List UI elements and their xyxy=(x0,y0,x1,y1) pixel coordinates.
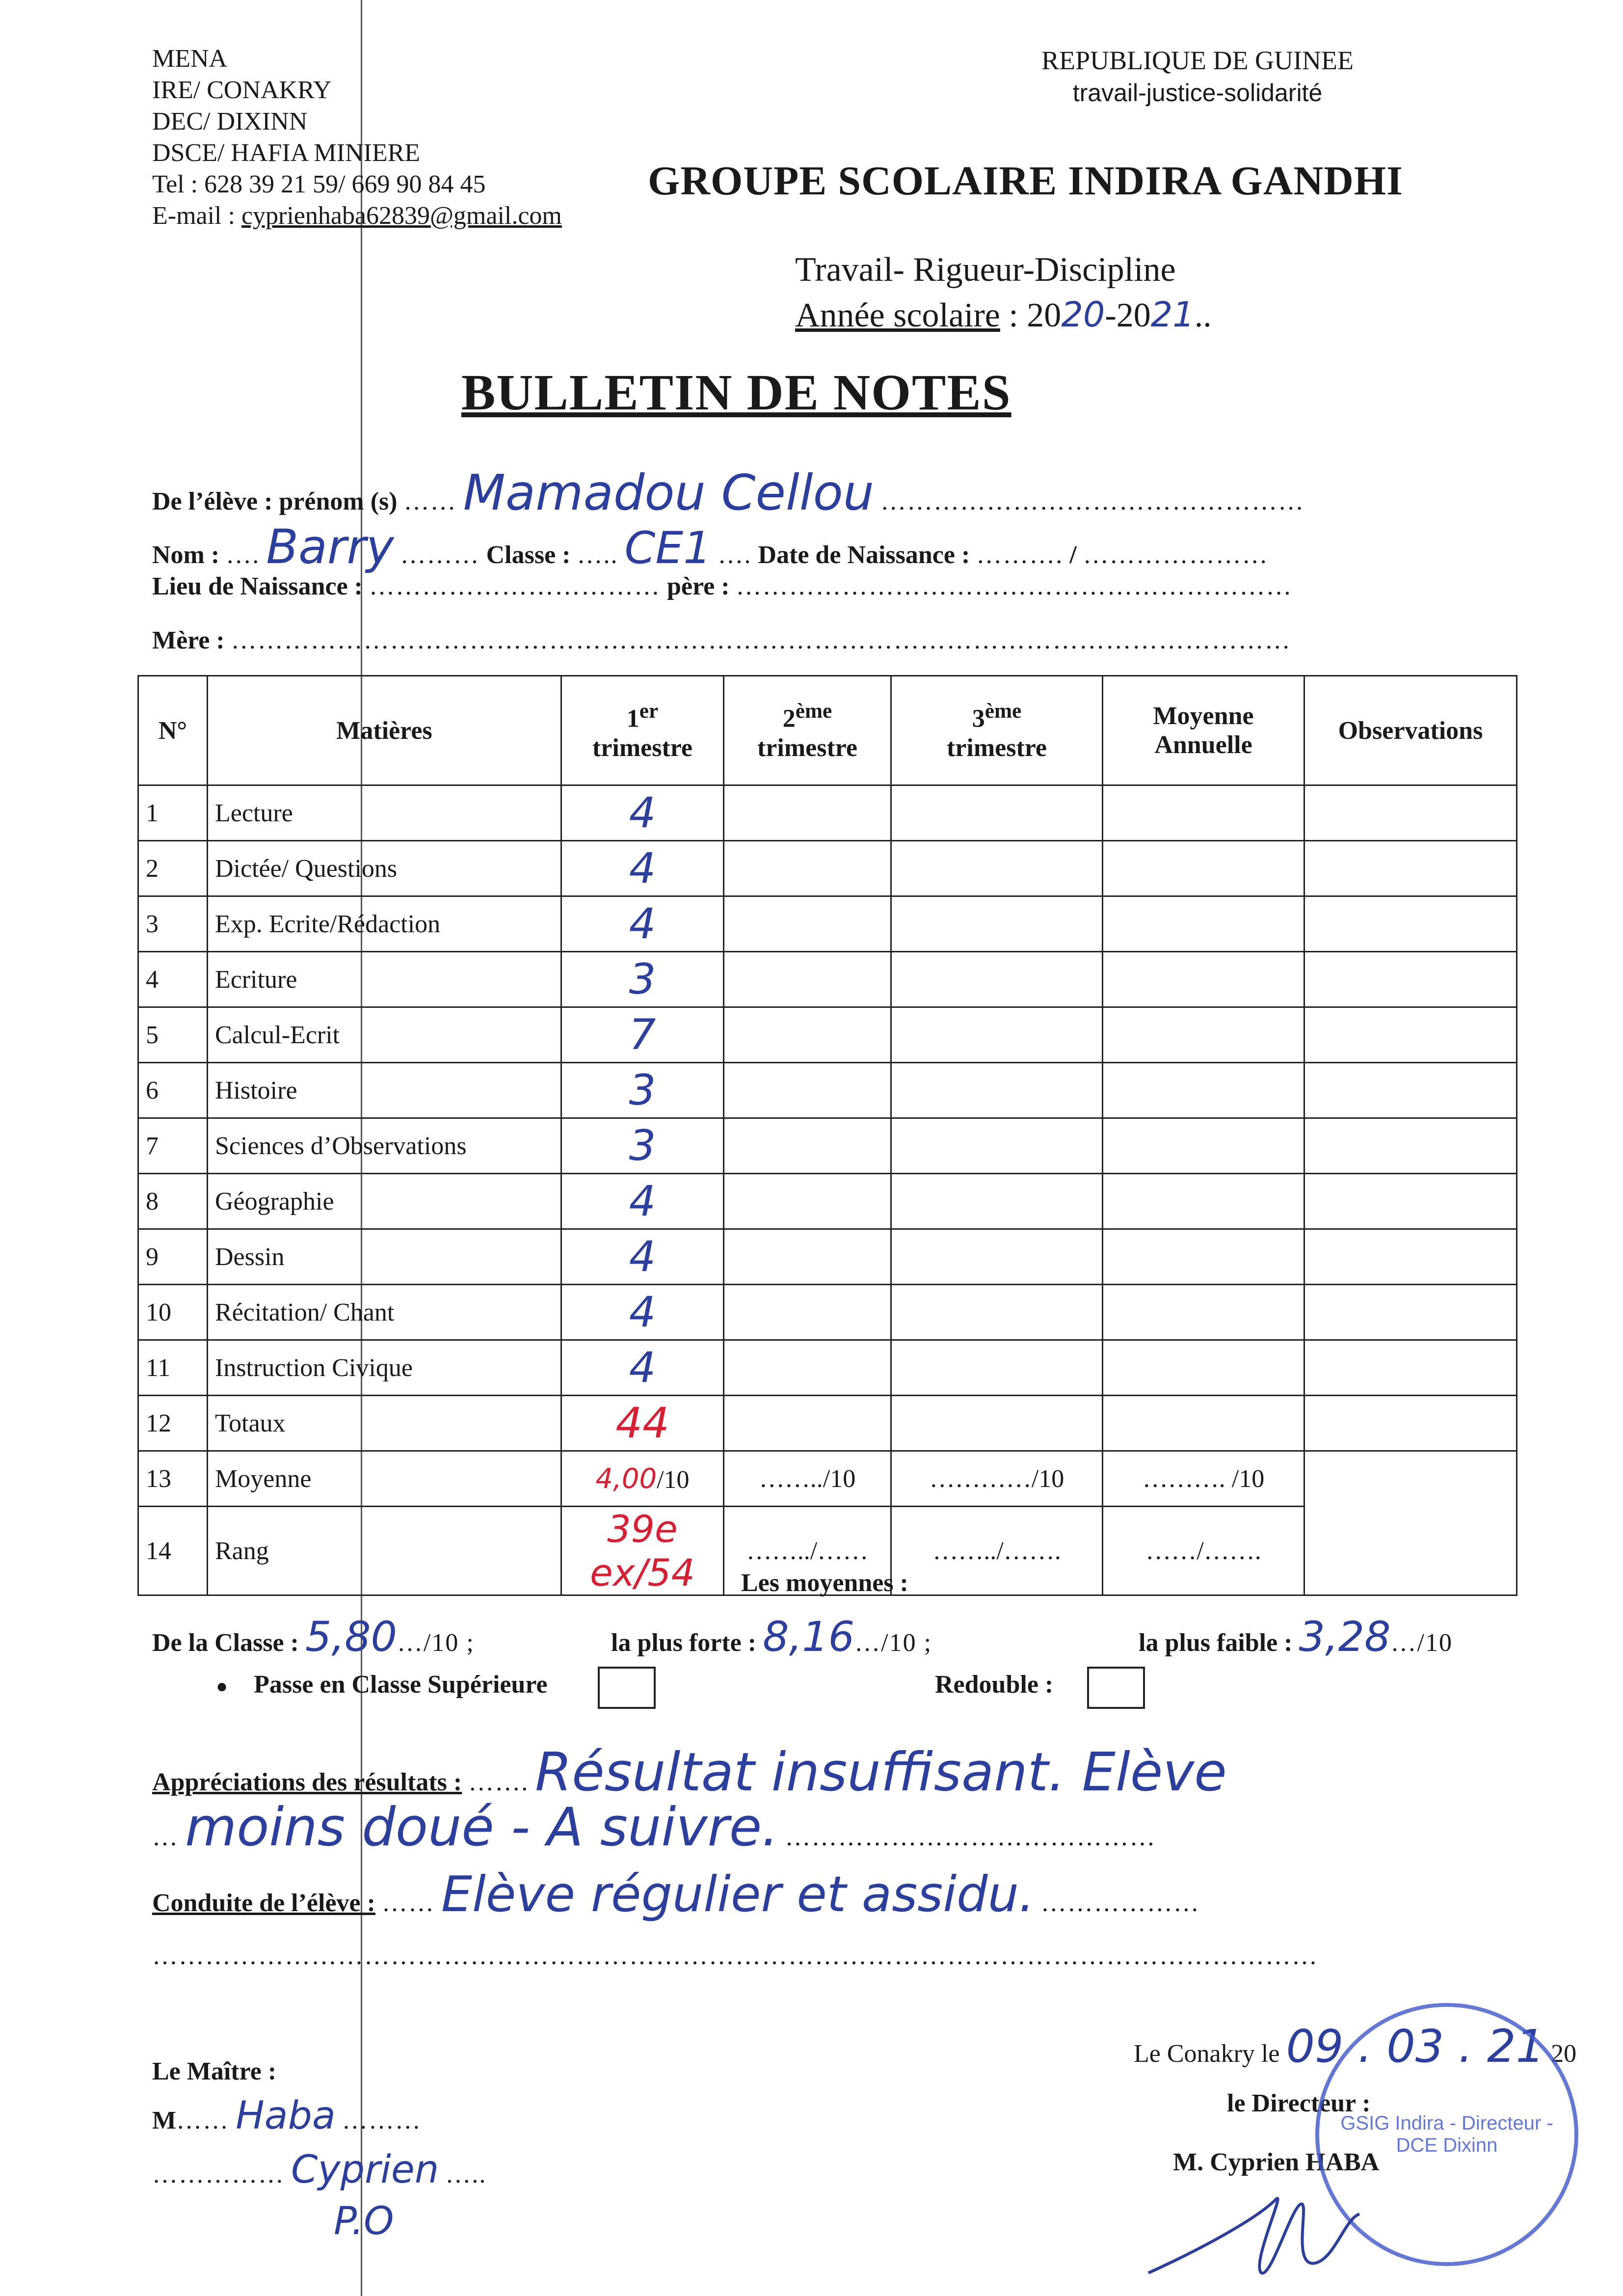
school-motto: Travail- Rigueur-Discipline xyxy=(795,251,1176,289)
table-row xyxy=(138,1007,1517,1063)
row-annual xyxy=(1103,1340,1304,1396)
row-num: 12 xyxy=(138,1396,208,1451)
row-t3 xyxy=(891,896,1103,952)
dots: …… xyxy=(176,2107,230,2134)
t2-sup: ème xyxy=(795,699,832,723)
row-annual xyxy=(1103,896,1304,952)
low-average-value: 3,28 xyxy=(1299,1613,1391,1661)
dots: …. xyxy=(718,541,752,569)
rang-t3: ……../……. xyxy=(891,1507,1103,1595)
dots: …………………………… xyxy=(369,572,661,600)
moyenne-t1-hand: 4,00 xyxy=(595,1462,657,1495)
row-t3 xyxy=(891,1007,1103,1063)
conduct-value: Elève régulier et assidu. xyxy=(441,1865,1035,1923)
rang-annual: ……/……. xyxy=(1103,1507,1304,1595)
row-annual xyxy=(1103,1285,1304,1340)
row-annual xyxy=(1103,1007,1304,1063)
row-num: 5 xyxy=(138,1007,208,1063)
date-print: 20 xyxy=(1551,2040,1577,2068)
appreciation-row xyxy=(152,1742,1227,1803)
row-t3 xyxy=(891,1174,1103,1229)
dots: ………………………………………… xyxy=(880,487,1305,515)
conduct-label: Conduite de l’élève : xyxy=(152,1889,375,1917)
row-subject: Calcul-Ecrit xyxy=(208,1007,561,1063)
row-subject: Sciences d’Observations xyxy=(208,1118,561,1174)
header-annual xyxy=(1103,676,1304,785)
class-label: Classe : xyxy=(486,541,571,569)
row-num: 9 xyxy=(138,1229,208,1285)
row-annual xyxy=(1103,1396,1304,1451)
moyenne-t2: ……../10 xyxy=(724,1451,891,1507)
header-t3 xyxy=(891,676,1103,785)
moyenne-t3: …………/10 xyxy=(891,1451,1103,1507)
dots: …………………………………… xyxy=(785,1823,1156,1851)
high-average-suffix: …/10 ; xyxy=(854,1629,932,1657)
row-annual xyxy=(1103,1118,1304,1174)
table-row xyxy=(138,1118,1517,1174)
dots: ….. xyxy=(445,2161,487,2188)
row-t1: 44 xyxy=(561,1396,724,1451)
dots: ………. xyxy=(976,541,1064,569)
table-row-moyenne xyxy=(138,1451,1517,1507)
row-annual xyxy=(1103,785,1304,841)
row-annual xyxy=(1103,841,1304,896)
row-subject: Dictée/ Questions xyxy=(208,841,561,896)
table-row xyxy=(138,1174,1517,1229)
annual-label-2: Annuelle xyxy=(1154,731,1252,759)
firstname-value: Mamadou Cellou xyxy=(463,464,875,521)
appreciation-row-2 xyxy=(152,1797,1156,1858)
dots: …… xyxy=(403,487,457,515)
row-t2 xyxy=(724,1118,891,1174)
row-t3 xyxy=(891,1285,1103,1340)
low-average-label: la plus faible : xyxy=(1139,1629,1293,1657)
dots: ……… xyxy=(342,2107,422,2134)
row-t2 xyxy=(724,1063,891,1118)
row-t1: 7 xyxy=(561,1007,724,1063)
row-subject: Dessin xyxy=(208,1229,561,1285)
row-observation xyxy=(1304,1285,1517,1340)
table-row xyxy=(138,785,1517,841)
row-t3 xyxy=(891,1396,1103,1451)
row-t3 xyxy=(891,1340,1103,1396)
teacher-label: Le Maître : xyxy=(152,2057,277,2085)
school-year-prefix: : 20 xyxy=(1000,297,1062,334)
birthdate-label: Date de Naissance : xyxy=(758,541,970,569)
page-title: BULLETIN DE NOTES xyxy=(461,364,1011,421)
t3-label: trimestre xyxy=(946,733,1047,762)
birthplace-label: Lieu de Naissance : xyxy=(152,572,363,600)
row-subject: Récitation/ Chant xyxy=(208,1285,561,1340)
dots: …. xyxy=(226,541,260,569)
appreciation-line-2: moins doué - A suivre. xyxy=(185,1797,779,1858)
row-t3 xyxy=(891,952,1103,1007)
row-subject: Histoire xyxy=(208,1063,561,1118)
appreciation-label: Appréciations des résultats : xyxy=(152,1768,462,1796)
header-num: N° xyxy=(138,676,208,785)
row-t1: 3 xyxy=(561,952,724,1007)
moyenne-t1 xyxy=(561,1451,724,1507)
director-label: le Directeur : xyxy=(1227,2089,1371,2117)
row-num: 11 xyxy=(138,1340,208,1396)
dots: …… xyxy=(381,1889,435,1917)
row-subject: Instruction Civique xyxy=(208,1340,561,1396)
name-row xyxy=(152,519,1269,574)
row-annual xyxy=(1103,1063,1304,1118)
date-hand: 09 . 03 . 21 xyxy=(1286,2020,1545,2073)
school-year-hand-2: 21 xyxy=(1150,295,1195,335)
row-observation xyxy=(1304,1007,1517,1063)
row-t1: 3 xyxy=(561,1063,724,1118)
header-observations: Observations xyxy=(1304,676,1517,785)
name-label: Nom : xyxy=(152,541,220,569)
row-t1: 4 xyxy=(561,896,724,952)
row-annual xyxy=(1103,1174,1304,1229)
row-observation xyxy=(1304,896,1517,952)
republic-motto: travail-justice-solidarité xyxy=(1072,79,1323,107)
dots: ……………………………………………………… xyxy=(736,572,1293,600)
row-subject: Moyenne xyxy=(208,1451,561,1507)
table-row xyxy=(138,1063,1517,1118)
row-subject: Exp. Ecrite/Rédaction xyxy=(208,896,561,952)
grades-table xyxy=(137,675,1517,1596)
header-phone: Tel : 628 39 21 59/ 669 90 84 45 xyxy=(152,170,486,198)
appreciation-line-1: Résultat insuffisant. Elève xyxy=(535,1742,1227,1803)
moyenne-annual: ………. /10 xyxy=(1103,1451,1304,1507)
row-t3 xyxy=(891,1118,1103,1174)
row-observation xyxy=(1304,1118,1517,1174)
repeat-label: Redouble : xyxy=(935,1671,1054,1699)
teacher-row-2 xyxy=(152,2148,486,2192)
dots: ………………………………………………………………………………………………………… xyxy=(231,626,1291,654)
row-t2 xyxy=(724,841,891,896)
school-year xyxy=(795,295,1212,335)
dots: ………………… xyxy=(1083,541,1269,569)
low-average-suffix: …/10 xyxy=(1390,1629,1453,1657)
dots: …………… xyxy=(152,2161,285,2188)
table-row xyxy=(138,952,1517,1007)
table-row xyxy=(138,1229,1517,1285)
row-t1: 3 xyxy=(561,1118,724,1174)
school-name: GROUPE SCOLAIRE INDIRA GANDHI xyxy=(648,158,1403,204)
header-line: MENA xyxy=(152,45,228,73)
dots: ……………… xyxy=(1040,1889,1200,1917)
row-num: 8 xyxy=(138,1174,208,1229)
birthdate-sep: / xyxy=(1069,541,1077,569)
promote-row xyxy=(216,1670,548,1699)
row-num: 14 xyxy=(138,1507,208,1595)
grade-body xyxy=(138,785,1517,1451)
mother-row xyxy=(152,626,1291,655)
moyenne-t1-suffix: /10 xyxy=(657,1465,690,1494)
row-subject: Rang xyxy=(208,1507,561,1595)
row-t2 xyxy=(724,1174,891,1229)
row-annual xyxy=(1103,1229,1304,1285)
bullet-icon: ● xyxy=(216,1675,228,1697)
row-t2 xyxy=(724,1396,891,1451)
row-t3 xyxy=(891,841,1103,896)
row-t1: 4 xyxy=(561,1285,724,1340)
row-num: 4 xyxy=(138,952,208,1007)
class-average-value: 5,80 xyxy=(305,1613,397,1661)
header-line: DEC/ DIXINN xyxy=(152,108,308,135)
conduct-row-2 xyxy=(152,1942,1318,1971)
row-t2 xyxy=(724,1285,891,1340)
dots: ……… xyxy=(400,541,480,569)
class-average xyxy=(152,1613,475,1661)
school-year-hand-1: 20 xyxy=(1061,295,1105,335)
header-email-row xyxy=(152,200,562,232)
stamp-text: GSIG Indira - Directeur - DCE Dixinn xyxy=(1340,2112,1553,2156)
teacher-name-2: Cyprien xyxy=(291,2148,439,2192)
father-label: père : xyxy=(667,572,730,600)
class-value: CE1 xyxy=(624,522,712,574)
place-label: Le Conakry le xyxy=(1134,2040,1280,2068)
row-t1: 4 xyxy=(561,785,724,841)
row-t2 xyxy=(724,1007,891,1063)
teacher-row xyxy=(152,2094,422,2138)
rang-t2: ……../…… xyxy=(724,1507,891,1595)
class-average-suffix: …/10 ; xyxy=(397,1629,475,1657)
t2-number: 2 xyxy=(782,704,796,733)
row-subject: Totaux xyxy=(208,1396,561,1451)
school-year-suffix: .. xyxy=(1194,297,1212,334)
table-row xyxy=(138,1396,1517,1451)
high-average-value: 8,16 xyxy=(763,1613,855,1661)
row-observation xyxy=(1304,1229,1517,1285)
observations-cell xyxy=(1304,1451,1517,1595)
row-t3 xyxy=(891,1063,1103,1118)
header-t1 xyxy=(561,676,724,785)
header-line: IRE/ CONAKRY xyxy=(152,76,332,104)
school-year-label: Année scolaire xyxy=(795,297,1000,334)
row-t2 xyxy=(724,952,891,1007)
row-num: 7 xyxy=(138,1118,208,1174)
header-t2 xyxy=(724,676,891,785)
table-row xyxy=(138,1285,1517,1340)
row-observation xyxy=(1304,785,1517,841)
promote-checkbox[interactable] xyxy=(598,1667,656,1709)
school-year-mid: -20 xyxy=(1105,297,1151,334)
teacher-m: M xyxy=(152,2107,177,2134)
t2-label: trimestre xyxy=(757,733,857,762)
republic-header xyxy=(1001,45,1394,107)
row-subject: Lecture xyxy=(208,785,561,841)
name-value: Barry xyxy=(266,519,394,574)
row-observation xyxy=(1304,952,1517,1007)
table-row xyxy=(138,1340,1517,1396)
t3-sup: ème xyxy=(984,699,1022,723)
dots: ….. xyxy=(577,541,618,569)
firstname-label: De l’élève : prénom (s) xyxy=(152,487,398,515)
row-observation xyxy=(1304,1063,1517,1118)
t1-sup: er xyxy=(639,699,659,723)
director-name: M. Cyprien HABA xyxy=(1173,2148,1380,2176)
table-header-row xyxy=(138,676,1517,785)
row-num: 10 xyxy=(138,1285,208,1340)
row-t3 xyxy=(891,785,1103,841)
row-num: 3 xyxy=(138,896,208,952)
row-annual xyxy=(1103,952,1304,1007)
averages-title: Les moyennes : xyxy=(741,1569,908,1597)
row-observation xyxy=(1304,1174,1517,1229)
row-t1: 4 xyxy=(561,1340,724,1396)
director-signature-icon xyxy=(1129,2189,1384,2288)
table-row xyxy=(138,896,1517,952)
row-observation xyxy=(1304,1340,1517,1396)
mother-label: Mère : xyxy=(152,626,225,654)
teacher-po: P.O xyxy=(334,2199,394,2243)
row-t1: 4 xyxy=(561,1229,724,1285)
row-subject: Géographie xyxy=(208,1174,561,1229)
high-average xyxy=(611,1613,932,1661)
row-subject: Ecriture xyxy=(208,952,561,1007)
email-link[interactable]: cyprienhaba62839@gmail.com xyxy=(241,202,562,230)
row-t2 xyxy=(724,896,891,952)
dots: …………………………………………………………………………………………………………………… xyxy=(152,1942,1318,1970)
rang-t1-hand: 39e ex/54 xyxy=(589,1507,695,1594)
dots: … xyxy=(152,1823,179,1851)
rang-t1 xyxy=(561,1507,724,1595)
high-average-label: la plus forte : xyxy=(611,1629,757,1657)
row-observation xyxy=(1304,841,1517,896)
row-num: 2 xyxy=(138,841,208,896)
admin-header xyxy=(152,43,562,232)
row-t2 xyxy=(724,1229,891,1285)
row-t2 xyxy=(724,1340,891,1396)
row-t1: 4 xyxy=(561,841,724,896)
table-row xyxy=(138,841,1517,896)
email-label: E-mail : xyxy=(152,202,241,230)
header-line: DSCE/ HAFIA MINIERE xyxy=(152,139,421,167)
row-t3 xyxy=(891,1229,1103,1285)
teacher-name-1: Haba xyxy=(236,2094,336,2138)
conduct-row xyxy=(152,1865,1200,1923)
class-average-label: De la Classe : xyxy=(152,1629,299,1657)
row-num: 6 xyxy=(138,1063,208,1118)
row-t2 xyxy=(724,785,891,841)
promote-label: Passe en Classe Supérieure xyxy=(254,1671,548,1699)
row-t1: 4 xyxy=(561,1174,724,1229)
annual-label-1: Moyenne xyxy=(1153,702,1254,730)
row-observation xyxy=(1304,1396,1517,1451)
low-average xyxy=(1139,1613,1453,1661)
t1-number: 1 xyxy=(626,704,639,733)
t1-label: trimestre xyxy=(592,733,692,762)
row-num: 13 xyxy=(138,1451,208,1507)
dots: ……. xyxy=(468,1768,529,1796)
republic-name: REPUBLIQUE DE GUINEE xyxy=(1041,46,1354,75)
header-subject: Matières xyxy=(208,676,561,785)
firstname-row xyxy=(152,464,1304,521)
repeat-checkbox[interactable] xyxy=(1087,1667,1145,1709)
row-num: 1 xyxy=(138,785,208,841)
birthplace-row xyxy=(152,572,1293,601)
t3-number: 3 xyxy=(972,704,985,733)
